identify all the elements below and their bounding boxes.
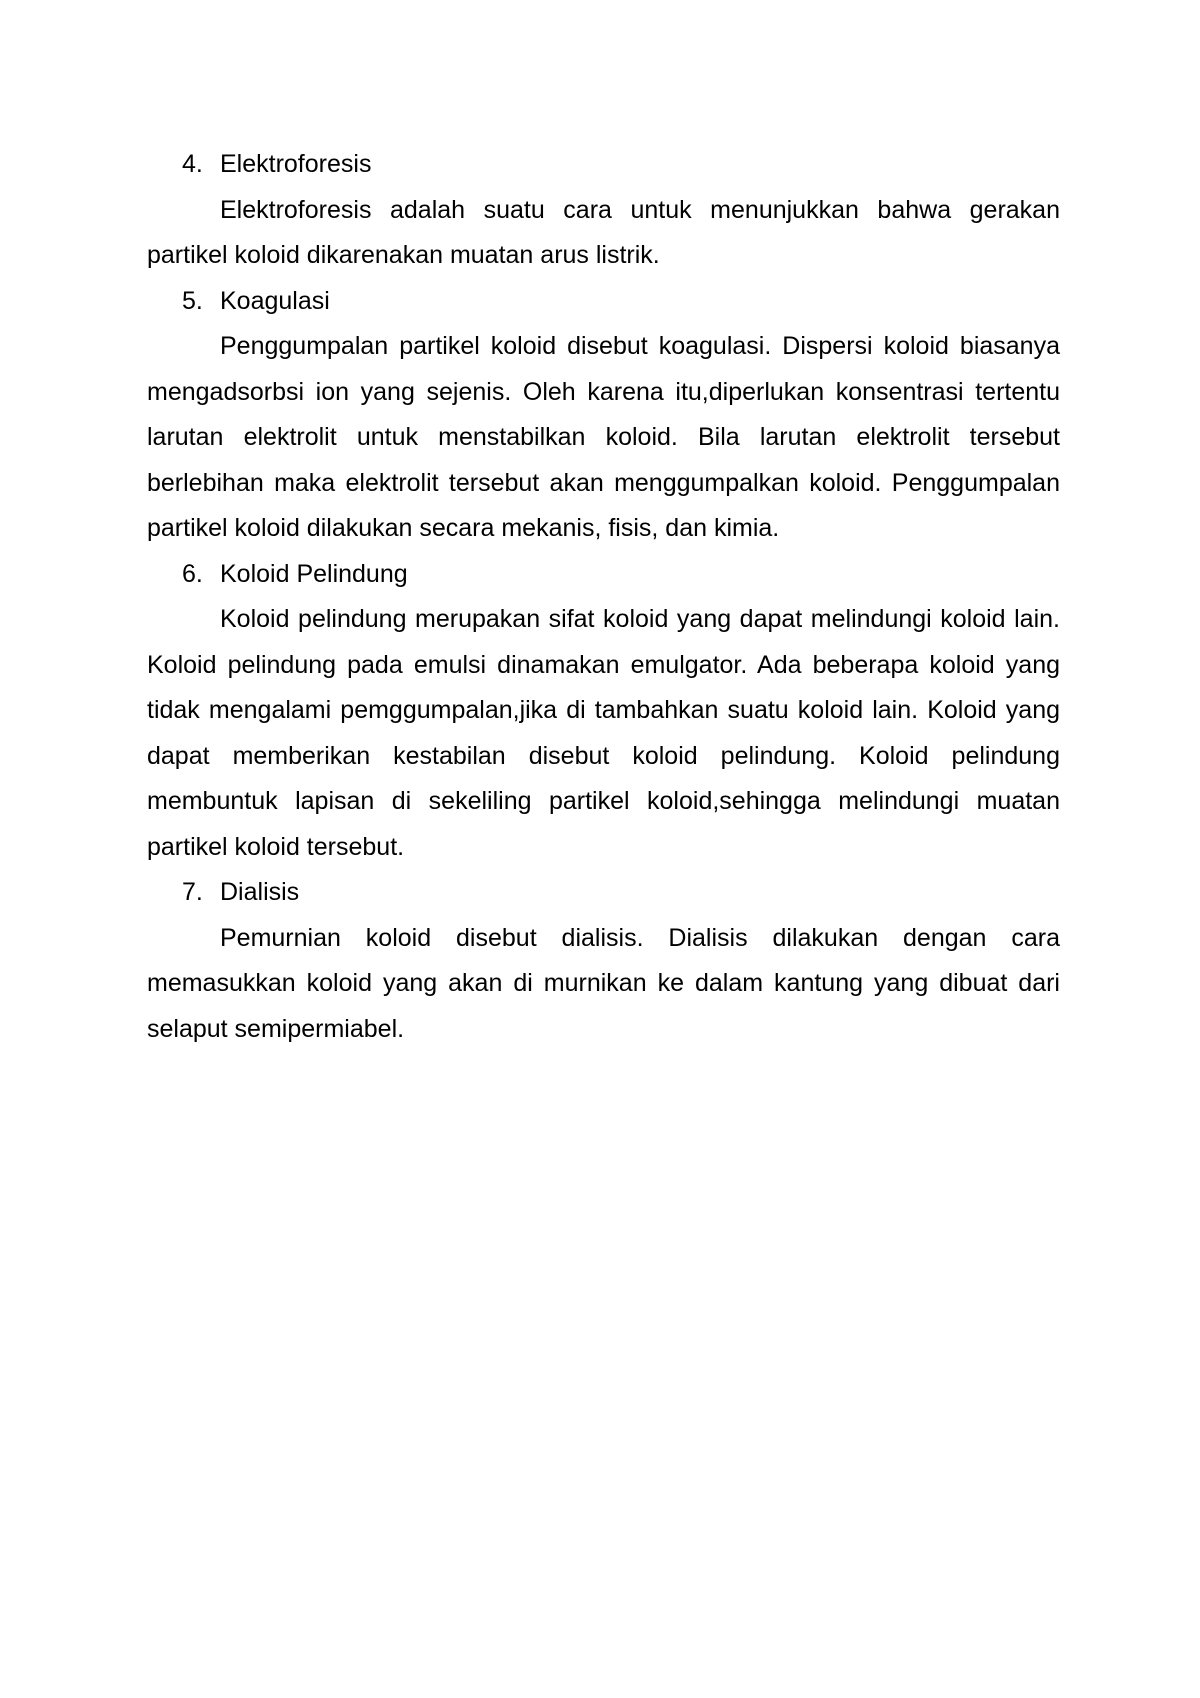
- section-number: 6.: [182, 559, 203, 588]
- section-koagulasi: [147, 279, 1060, 552]
- section-title: Elektroforesis: [220, 150, 372, 178]
- section-elektroforesis: [147, 142, 1060, 279]
- document-page: [147, 142, 1060, 1052]
- section-body: Pemurnian koloid disebut dialisis. Dialisis dilakukan dengan cara memasukkan koloid yang akan di murnikan ke dalam kantung yang dibuat dari selaput semipermiabel.: [147, 923, 1060, 1043]
- section-number: 7.: [182, 878, 203, 906]
- section-number: 4.: [182, 150, 203, 178]
- section-heading: [147, 279, 1060, 325]
- section-title: Dialisis: [220, 878, 300, 906]
- section-body: Elektroforesis adalah suatu cara untuk menunjukkan bahwa gerakan partikel koloid dikarenakan muatan arus listrik.: [147, 195, 1060, 269]
- section-heading: [147, 552, 1060, 598]
- section-body: Penggumpalan partikel koloid disebut koagulasi. Dispersi koloid biasanya mengadsorbsi ion yang sejenis. Oleh karena itu,diperlukan konsentrasi tertentu larutan elektrolit untuk menstabilkan koloid. Bila larutan elektrolit tersebut berlebihan maka elektrolit tersebut akan menggumpalkan koloid. Penggumpalan partikel koloid dilakukan secara mekanis, fisis, dan kimia.: [147, 332, 1060, 542]
- section-heading: [147, 142, 1060, 188]
- section-heading: [147, 870, 1060, 916]
- section-number: 5.: [182, 286, 203, 315]
- section-koloid-pelindung: [147, 552, 1060, 871]
- section-title: Koloid Pelindung: [220, 559, 408, 588]
- section-dialisis: [147, 870, 1060, 1052]
- section-body: Koloid pelindung merupakan sifat koloid yang dapat melindungi koloid lain. Koloid pelindung pada emulsi dinamakan emulgator. Ada beberapa koloid yang tidak mengalami pemggumpalan,jika di tambahkan suatu koloid lain. Koloid yang dapat memberikan kestabilan disebut koloid pelindung. Koloid pelindung membuntuk lapisan di sekeliling partikel koloid,sehingga melindungi muatan partikel koloid tersebut.: [147, 605, 1060, 861]
- section-title: Koagulasi: [220, 286, 330, 315]
